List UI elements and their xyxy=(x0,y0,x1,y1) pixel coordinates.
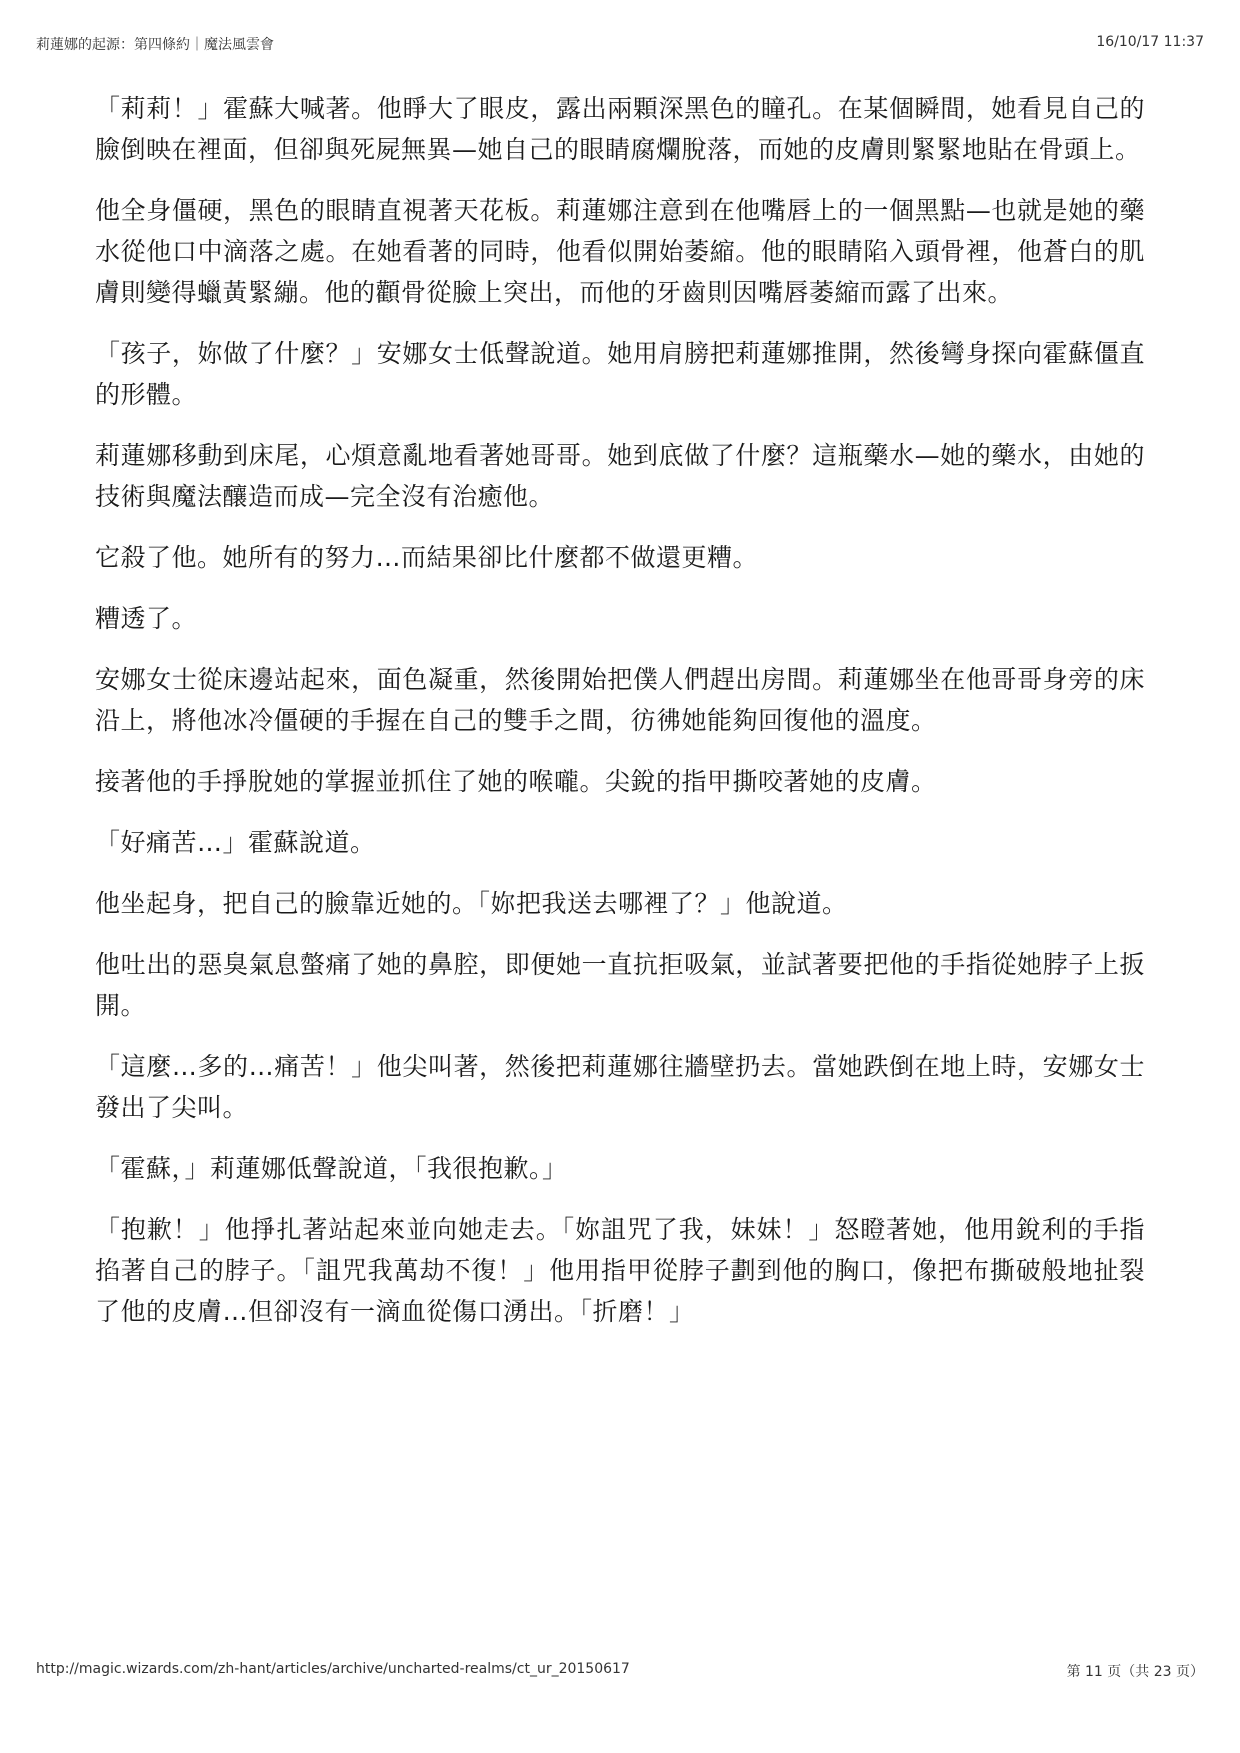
paragraph: 「霍蘇，」莉蓮娜低聲說道，「我很抱歉。」 xyxy=(95,1154,568,1183)
paragraph: 安娜女士從床邊站起來，面色凝重，然後開始把僕人們趕出房間。莉蓮娜坐在他哥哥身旁的床沿上，將他冰冷僵硬的手握在自己的雙手之間，彷彿她能夠回復他的溫度。 xyxy=(95,665,1145,735)
page-title: 莉蓮娜的起源：第四條約｜魔法風雲會 xyxy=(36,37,274,53)
paragraph: 他吐出的惡臭氣息螫痛了她的鼻腔，即便她一直抗拒吸氣，並試著要把他的手指從她脖子上扳開。 xyxy=(95,950,1145,1020)
page-footer xyxy=(36,1661,1204,1681)
article-body xyxy=(95,88,1145,1352)
print-datetime: 16/10/17 11:37 xyxy=(1096,34,1204,50)
paragraph: 「莉莉！」霍蘇大喊著。他睜大了眼皮，露出兩顆深黑色的瞳孔。在某個瞬間，她看見自己的臉倒映在裡面，但卻與死屍無異—她自己的眼睛腐爛脫落，而她的皮膚則緊緊地貼在骨頭上。 xyxy=(95,94,1145,164)
paragraph: 莉蓮娜移動到床尾，心煩意亂地看著她哥哥。她到底做了什麼？這瓶藥水—她的藥水，由她的技術與魔法釀造而成—完全沒有治癒他。 xyxy=(95,441,1145,511)
paragraph: 「好痛苦…」霍蘇說道。 xyxy=(95,828,376,857)
paragraph: 糟透了。 xyxy=(95,604,198,633)
paragraph: 他坐起身，把自己的臉靠近她的。「妳把我送去哪裡了？」他說道。 xyxy=(95,889,848,918)
page-number: 第 11 页（共 23 页） xyxy=(1066,1664,1204,1680)
paragraph: 「孩子，妳做了什麼？」安娜女士低聲說道。她用肩膀把莉蓮娜推開，然後彎身探向霍蘇僵直的形體。 xyxy=(95,339,1145,409)
paragraph: 它殺了他。她所有的努力…而結果卻比什麼都不做還更糟。 xyxy=(95,543,759,572)
page-header xyxy=(36,34,1204,54)
paragraph: 他全身僵硬，黑色的眼睛直視著天花板。莉蓮娜注意到在他嘴唇上的一個黑點—也就是她的藥水從他口中滴落之處。在她看著的同時，他看似開始萎縮。他的眼睛陷入頭骨裡，他蒼白的肌膚則變得蠟黃緊繃。他的顴骨從臉上突出，而他的牙齒則因嘴唇萎縮而露了出來。 xyxy=(95,196,1145,307)
source-url: http://magic.wizards.com/zh-hant/articles/archive/uncharted-realms/ct_ur_20150617 xyxy=(36,1661,630,1677)
paragraph: 「抱歉！」他掙扎著站起來並向她走去。「妳詛咒了我，妹妹！」怒瞪著她，他用銳利的手指掐著自己的脖子。「詛咒我萬劫不復！」他用指甲從脖子劃到他的胸口，像把布撕破般地扯裂了他的皮膚…但卻沒有一滴血從傷口湧出。「折磨！」 xyxy=(95,1215,1145,1326)
paragraph: 接著他的手掙脫她的掌握並抓住了她的喉嚨。尖銳的指甲撕咬著她的皮膚。 xyxy=(95,767,937,796)
paragraph: 「這麼…多的…痛苦！」他尖叫著，然後把莉蓮娜往牆壁扔去。當她跌倒在地上時，安娜女士發出了尖叫。 xyxy=(95,1052,1145,1122)
